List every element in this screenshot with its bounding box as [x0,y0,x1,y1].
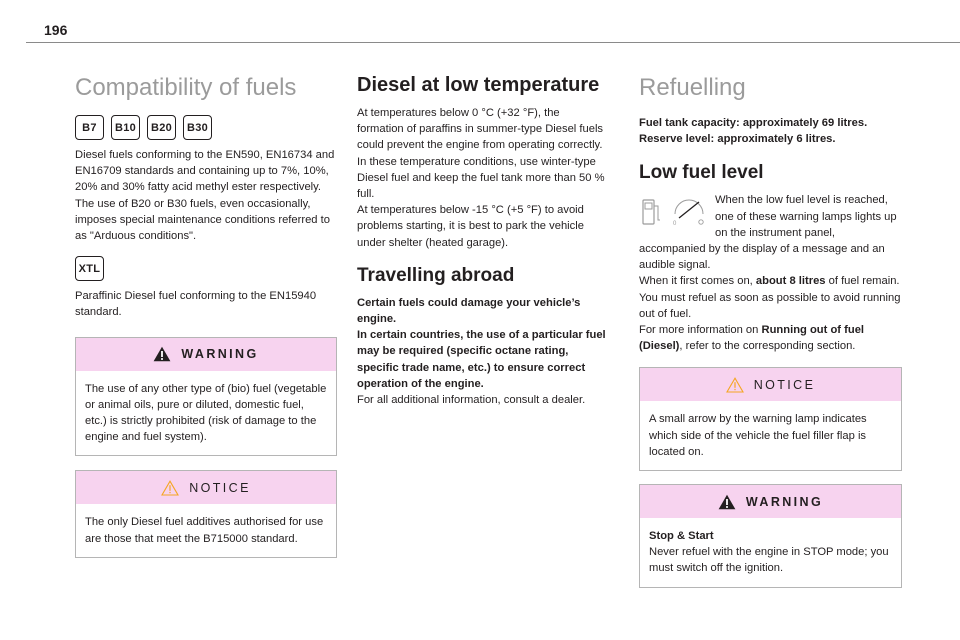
warning-header-2 [640,485,901,518]
more-info-post: , refer to the corresponding section. [679,340,856,353]
paraffinic-text: Paraffinic Diesel fuel conforming to the EN15940 standard. [75,290,317,319]
fuel-badge-xtl: XTL [75,256,104,281]
svg-text:0: 0 [673,221,677,228]
first-on-pre: When it first comes on, [639,275,756,288]
warning-triangle-icon [153,346,171,362]
warning-body [76,371,336,456]
top-divider [26,42,960,43]
notice-box-additives [75,470,337,557]
warning-header [76,338,336,371]
low-fuel-lamp-text: When the low fuel level is reached, one of these warning lamps lights up on the instrument panel, accompanied by the display of a message and an audible signal. [639,194,897,272]
notice-body-2 [640,401,901,470]
travelling-abroad-title: Travelling abroad [357,264,515,286]
more-info-text [639,322,902,354]
low-temperature-text-2: At temperatures below -15 °C (+5 °F) to avoid problems starting, it is best to park the vehicle under shelter (heated garage). [357,204,584,249]
notice-header [76,471,336,504]
warning-body-2 [640,518,901,587]
low-temperature-title: Diesel at low temperature [357,74,600,96]
notice-label-2: NOTICE [753,377,816,392]
diesel-standards-text: Diesel fuels conforming to the EN590, EN16734 and EN16709 standards and containing up to 7%, 10%, 20% and 30% fatty acid methyl ester respectively. The use of B20 or B30 fuels, even occasionally, imposes special maintenance conditions referred to as "Arduous conditions". [75,149,335,243]
fuel-badge-b10: B10 [111,115,140,140]
warning-text: The use of any other type of (bio) fuel (vegetable or animal oils, pure or diluted, domestic fuel, etc.) is strictly prohibited (risk of damage to the engine and fuel system). [85,382,327,444]
low-temperature-text-1: At temperatures below 0 °C (+32 °F), the formation of paraffins in summer-type Diesel fuels could prevent the engine from operating correctly. In these temperature conditions, use winter-type Diesel fuel and keep the fuel tank more than 50 % full. [357,107,605,201]
warning-box-fuel-types [75,337,337,457]
notice-triangle-icon [161,480,179,496]
notice-text: The only Diesel fuel additives authorised for use are those that meet the B715000 standard. [85,516,324,545]
warning-label-2: WARNING [745,494,824,509]
warning-label: WARNING [181,347,259,362]
notice-body [76,504,336,556]
notice-label: NOTICE [189,480,251,495]
first-on-bold: about 8 litres [755,275,826,288]
notice-text-2: A small arrow by the warning lamp indicates which side of the vehicle the fuel filler flap is located on. [649,413,867,458]
stop-start-text: Never refuel with the engine in STOP mode; you must switch off the ignition. [649,546,889,575]
refuelling-title: Refuelling [639,74,746,101]
running-out-of-fuel-link: Running out of fuel (Diesel) [639,324,865,353]
more-info-pre: For more information on [639,324,762,337]
notice-triangle-icon [726,377,744,393]
reserve-level-text: Reserve level: approximately 6 litres. [639,133,836,146]
fuel-gauge-icon [669,194,707,228]
low-fuel-lamps [639,194,709,228]
low-fuel-level-title: Low fuel level [639,162,764,184]
column-compatibility [75,70,337,558]
fuel-badge-b20: B20 [147,115,176,140]
column-refuelling [639,70,902,588]
xtl-badge-row [75,256,337,281]
refuel-asap-text: You must refuel as soon as possible to avoid running out of fuel. [639,291,901,320]
page-number: 196 [44,22,68,38]
particular-fuel-text: In certain countries, the use of a particular fuel may be required (specific octane rating, specific trade name, etc.) to ensure correct operation of the engine. [357,329,606,390]
notice-box-filler-flap [639,367,902,471]
compatibility-title: Compatibility of fuels [75,74,297,101]
stop-start-title: Stop & Start [649,530,714,543]
engine-damage-warning: Certain fuels could damage your vehicle’s engine. [357,296,581,326]
tank-capacity-text: Fuel tank capacity: approximately 69 litres. [639,117,868,129]
warning-triangle-icon [718,494,736,510]
warning-box-stop-start [639,484,902,588]
first-comes-on-text [639,273,902,289]
fuel-badge-b7: B7 [75,115,104,140]
notice-header-2 [640,368,901,401]
first-on-post: of fuel remain. [825,275,900,288]
low-fuel-section [639,192,902,354]
column-low-temperature [357,70,609,408]
fuel-badge-row [75,115,337,140]
fuel-badge-b30: B30 [183,115,212,140]
consult-dealer-text: For all additional information, consult a dealer. [357,394,586,407]
